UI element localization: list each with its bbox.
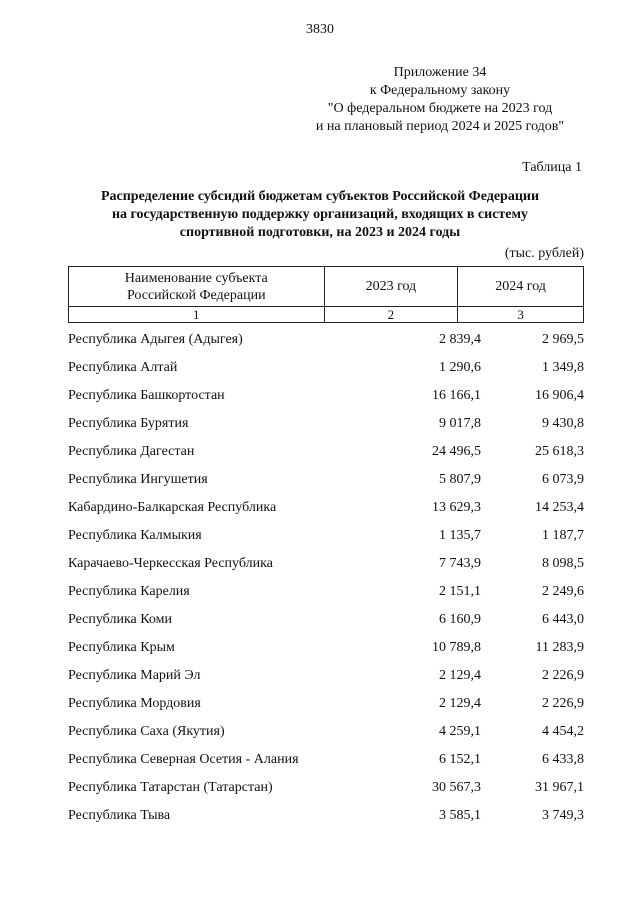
region-name: Республика Бурятия: [68, 416, 189, 431]
region-name: Республика Карелия: [68, 584, 190, 599]
value-2023: 2 129,4: [439, 696, 481, 711]
table-row: [68, 550, 584, 578]
appendix-line: Приложение 34: [393, 65, 487, 80]
column-number: 2: [324, 307, 458, 323]
header-2024: 2024 год: [458, 267, 584, 307]
region-name: Республика Коми: [68, 612, 172, 627]
column-number: 1: [69, 307, 325, 323]
value-2023: 24 496,5: [432, 444, 481, 459]
appendix-line: и на плановый период 2024 и 2025 годов": [315, 119, 565, 134]
value-2024: 31 967,1: [535, 780, 584, 795]
value-2024: 2 226,9: [542, 668, 584, 683]
value-2023: 10 789,8: [432, 640, 481, 655]
value-2024: 2 249,6: [542, 584, 584, 599]
appendix-line: "О федеральном бюджете на 2023 год: [327, 101, 553, 116]
table-row: [68, 802, 584, 830]
table-row: [68, 522, 584, 550]
value-2024: 11 283,9: [535, 640, 584, 655]
header-name-line: Российской Федерации: [126, 287, 266, 303]
document-title: [60, 188, 580, 242]
table-row: [68, 606, 584, 634]
region-name: Республика Адыгея (Адыгея): [68, 332, 243, 347]
region-name: Республика Северная Осетия - Алания: [68, 752, 299, 767]
table-row: [68, 438, 584, 466]
value-2024: 3 749,3: [542, 808, 584, 823]
region-name: Республика Ингушетия: [68, 472, 208, 487]
value-2024: 14 253,4: [535, 500, 584, 515]
region-name: Республика Мордовия: [68, 696, 201, 711]
value-2024: 1 187,7: [542, 528, 584, 543]
header-2023: 2023 год: [324, 267, 458, 307]
table-row: [68, 410, 584, 438]
column-number: 3: [458, 307, 584, 323]
value-2023: 1 290,6: [439, 360, 481, 375]
value-2024: 9 430,8: [542, 416, 584, 431]
table-row: [68, 634, 584, 662]
region-name: Республика Татарстан (Татарстан): [68, 780, 273, 795]
table-row: [68, 354, 584, 382]
table-body: [68, 326, 584, 830]
value-2023: 2 839,4: [439, 332, 481, 347]
value-2024: 6 433,8: [542, 752, 584, 767]
value-2023: 3 585,1: [439, 808, 481, 823]
value-2023: 2 151,1: [439, 584, 481, 599]
table-row: [68, 578, 584, 606]
value-2024: 16 906,4: [535, 388, 584, 403]
region-name: Республика Калмыкия: [68, 528, 202, 543]
table-row: [68, 718, 584, 746]
region-name: Кабардино-Балкарская Республика: [68, 500, 277, 515]
appendix-line: к Федеральному закону: [369, 83, 511, 98]
value-2023: 2 129,4: [439, 668, 481, 683]
value-2024: 2 969,5: [542, 332, 584, 347]
page-number: 3830: [306, 22, 334, 37]
value-2023: 5 807,9: [439, 472, 481, 487]
region-name: Республика Тыва: [68, 808, 171, 823]
value-2023: 6 152,1: [439, 752, 481, 767]
value-2024: 6 073,9: [542, 472, 584, 487]
value-2024: 1 349,8: [542, 360, 584, 375]
region-name: Республика Саха (Якутия): [68, 724, 225, 739]
table-row: [68, 382, 584, 410]
table-row: [68, 746, 584, 774]
value-2023: 30 567,3: [432, 780, 481, 795]
units-label: (тыс. рублей): [504, 246, 584, 261]
table-row: [68, 662, 584, 690]
header-region-name: [69, 267, 325, 307]
value-2023: 9 017,8: [439, 416, 481, 431]
title-line: на государственную поддержку организаций, входящих в систему: [111, 207, 529, 222]
region-name: Республика Башкортостан: [68, 388, 225, 403]
appendix-reference: [290, 64, 590, 136]
value-2023: 6 160,9: [439, 612, 481, 627]
table-row: [68, 326, 584, 354]
region-name: Республика Дагестан: [68, 444, 195, 459]
value-2023: 7 743,9: [439, 556, 481, 571]
value-2024: 2 226,9: [542, 696, 584, 711]
region-name: Республика Марий Эл: [68, 668, 201, 683]
value-2024: 4 454,2: [542, 724, 584, 739]
table-row: [68, 494, 584, 522]
title-line: Распределение субсидий бюджетам субъектов Российской Федерации: [100, 189, 540, 204]
value-2023: 4 259,1: [439, 724, 481, 739]
value-2024: 6 443,0: [542, 612, 584, 627]
value-2023: 16 166,1: [432, 388, 481, 403]
title-line: спортивной подготовки, на 2023 и 2024 годы: [179, 225, 461, 240]
table-label: Таблица 1: [522, 160, 582, 175]
table-header: [68, 266, 584, 323]
table-row: [68, 466, 584, 494]
value-2023: 13 629,3: [432, 500, 481, 515]
value-2023: 1 135,7: [439, 528, 481, 543]
header-name-line: Наименование субъекта: [124, 270, 268, 286]
table-row: [68, 774, 584, 802]
region-name: Республика Алтай: [68, 360, 178, 375]
value-2024: 8 098,5: [542, 556, 584, 571]
region-name: Карачаево-Черкесская Республика: [68, 556, 273, 571]
table-row: [68, 690, 584, 718]
value-2024: 25 618,3: [535, 444, 584, 459]
region-name: Республика Крым: [68, 640, 175, 655]
